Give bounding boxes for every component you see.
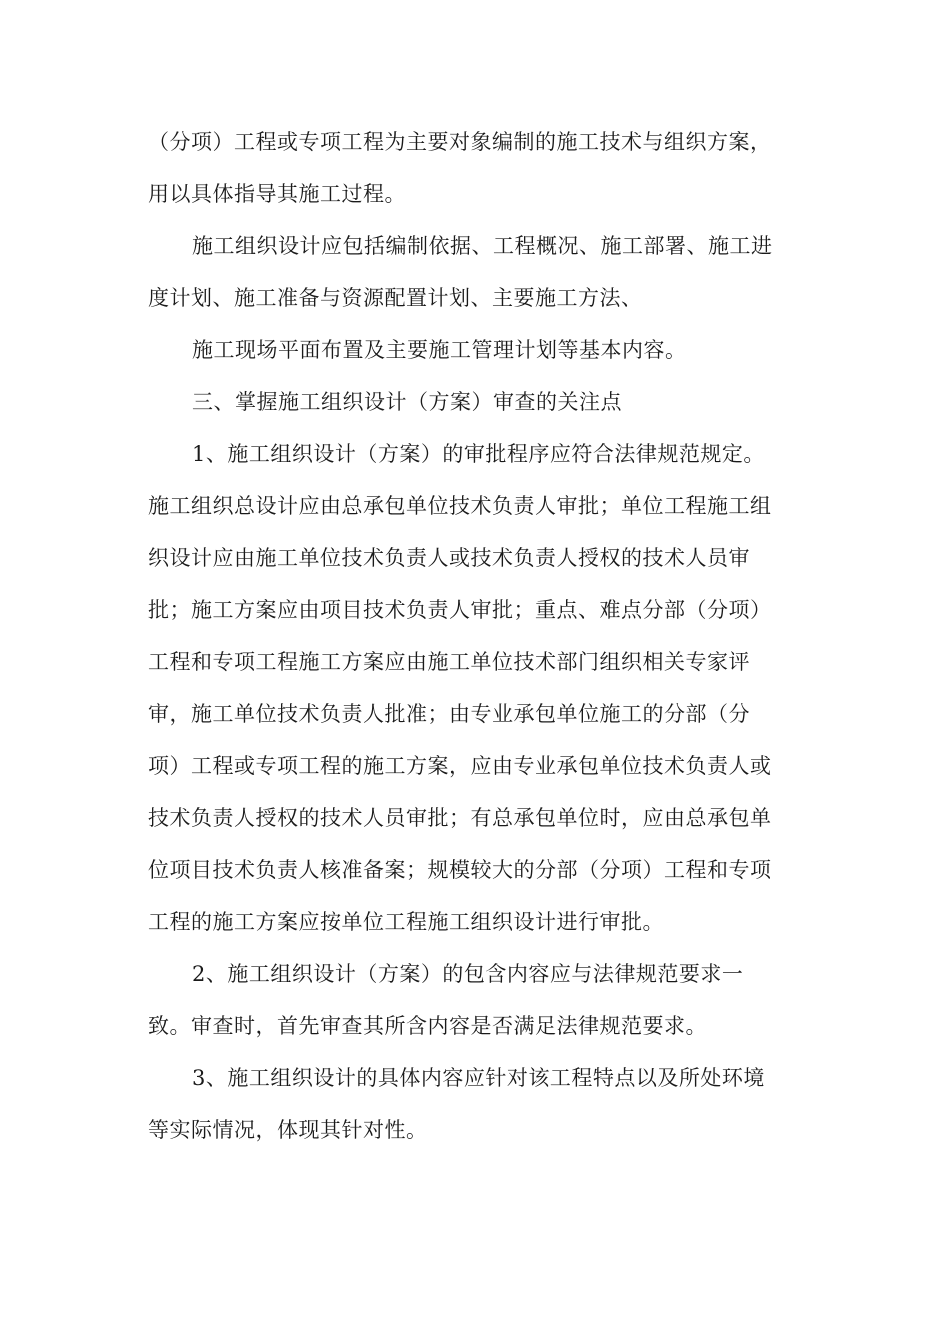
text-line: 用以具体指导其施工过程。 bbox=[148, 182, 406, 206]
text-line: 织设计应由施工单位技术负责人或技术负责人授权的技术人员审 bbox=[148, 546, 750, 570]
text-line: 致。审查时，首先审查其所含内容是否满足法律规范要求。 bbox=[148, 1014, 707, 1038]
text-line: 工程和专项工程施工方案应由施工单位技术部门组织相关专家评 bbox=[148, 650, 750, 674]
text-line: 审，施工单位技术负责人批准；由专业承包单位施工的分部（分 bbox=[148, 702, 750, 726]
text-line: 位项目技术负责人核准备案；规模较大的分部（分项）工程和专项 bbox=[148, 858, 772, 882]
text-line: 施工组织总设计应由总承包单位技术负责人审批；单位工程施工组 bbox=[148, 494, 772, 518]
text-line: 度计划、施工准备与资源配置计划、主要施工方法、 bbox=[148, 286, 643, 310]
section-heading: 三、掌握施工组织设计（方案）审查的关注点 bbox=[192, 390, 622, 414]
text-line: 3、施工组织设计的具体内容应针对该工程特点以及所处环境 bbox=[192, 1066, 765, 1090]
text-line: 工程的施工方案应按单位工程施工组织设计进行审批。 bbox=[148, 910, 664, 934]
text-line: 1、施工组织设计（方案）的审批程序应符合法律规范规定。 bbox=[192, 442, 765, 466]
text-line: 施工现场平面布置及主要施工管理计划等基本内容。 bbox=[192, 338, 687, 362]
text-line: 施工组织设计应包括编制依据、工程概况、施工部署、施工进 bbox=[192, 234, 773, 258]
text-line: 技术负责人授权的技术人员审批；有总承包单位时，应由总承包单 bbox=[148, 806, 772, 830]
text-line: （分项）工程或专项工程为主要对象编制的施工技术与组织方案， bbox=[148, 130, 772, 154]
text-line: 等实际情况，体现其针对性。 bbox=[148, 1118, 428, 1142]
text-line: 2、施工组织设计（方案）的包含内容应与法律规范要求一 bbox=[192, 962, 744, 986]
document-body bbox=[148, 118, 800, 1158]
text-line: 批；施工方案应由项目技术负责人审批；重点、难点分部（分项） bbox=[148, 598, 772, 622]
text-line: 项）工程或专项工程的施工方案，应由专业承包单位技术负责人或 bbox=[148, 754, 772, 778]
